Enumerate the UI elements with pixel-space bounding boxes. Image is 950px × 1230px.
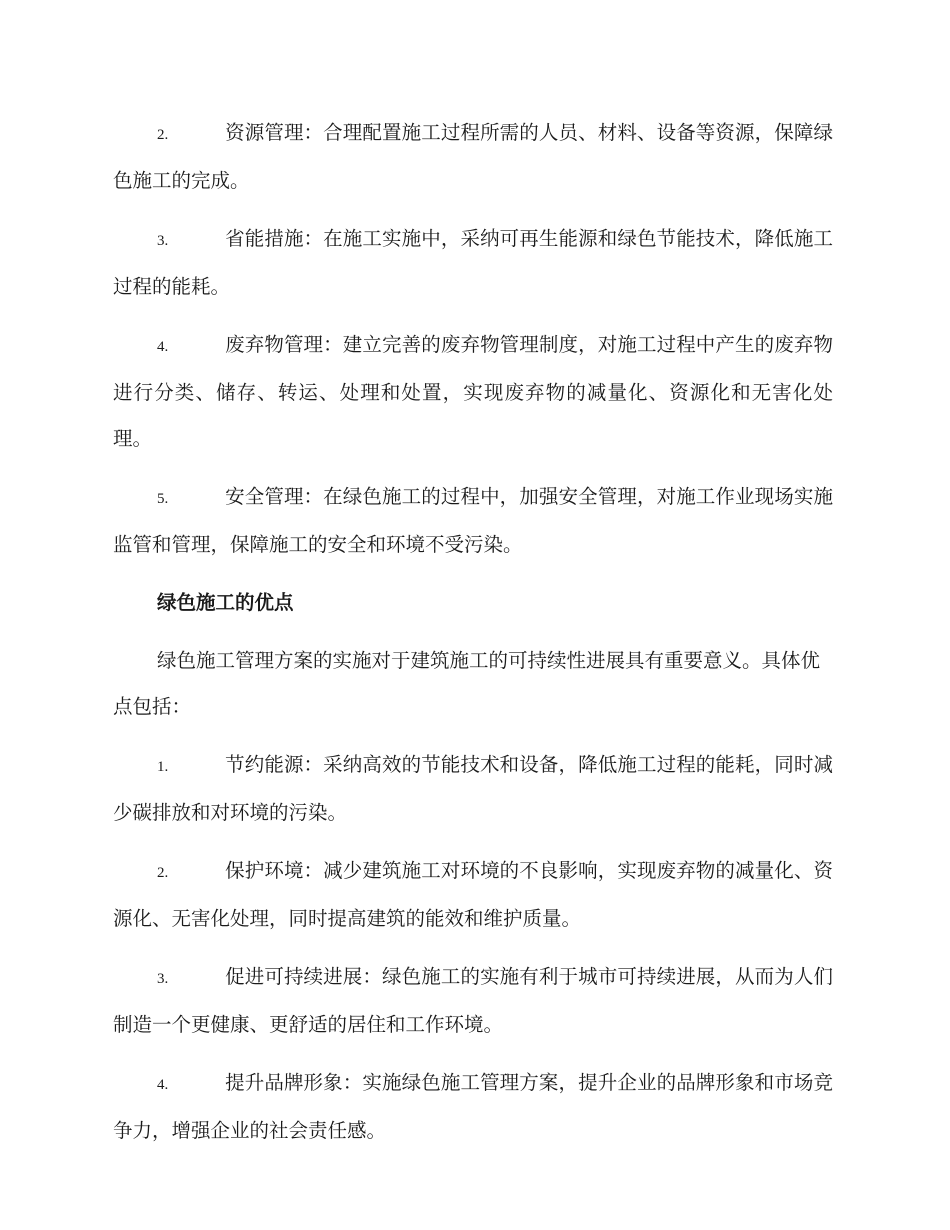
- list-item: [113, 742, 833, 836]
- list-item: [113, 1060, 833, 1154]
- list-item: [113, 322, 833, 462]
- list-number: 3.: [157, 233, 169, 249]
- list-text: 省能措施：在施工实施中，采纳可再生能源和绿色节能技术，降低施工过程的能耗。: [113, 227, 833, 298]
- list-item: [113, 110, 833, 204]
- list-text: 促进可持续进展：绿色施工的实施有利于城市可持续进展，从而为人们制造一个更健康、更舒适的居住和工作环境。: [113, 965, 833, 1036]
- list-number: 4.: [157, 339, 169, 355]
- list-number: 3.: [157, 971, 169, 987]
- list-text: 废弃物管理：建立完善的废弃物管理制度，对施工过程中产生的废弃物进行分类、储存、转运、处理和处置，实现废弃物的减量化、资源化和无害化处理。: [113, 333, 833, 450]
- intro-paragraph: 绿色施工管理方案的实施对于建筑施工的可持续性进展具有重要意义。具体优点包括：: [113, 649, 821, 718]
- list-number: 1.: [157, 759, 169, 775]
- list-item: [113, 474, 833, 568]
- list-text: 保护环境：减少建筑施工对环境的不良影响，实现废弃物的减量化、资源化、无害化处理，同时提高建筑的能效和维护质量。: [113, 859, 833, 930]
- list-number: 5.: [157, 491, 169, 507]
- document-page: [113, 110, 833, 1166]
- list-item: [113, 216, 833, 310]
- list-text: 资源管理：合理配置施工过程所需的人员、材料、设备等资源，保障绿色施工的完成。: [113, 121, 833, 192]
- list-item: [113, 848, 833, 942]
- list-text: 节约能源：采纳高效的节能技术和设备，降低施工过程的能耗，同时减少碳排放和对环境的污染。: [113, 753, 833, 824]
- list-number: 2.: [157, 127, 169, 143]
- list-number: 2.: [157, 865, 169, 881]
- list-text: 提升品牌形象：实施绿色施工管理方案，提升企业的品牌形象和市场竞争力，增强企业的社会责任感。: [113, 1071, 833, 1142]
- section-heading: 绿色施工的优点: [157, 591, 294, 614]
- list-number: 4.: [157, 1077, 169, 1093]
- list-item: [113, 954, 833, 1048]
- list-text: 安全管理：在绿色施工的过程中，加强安全管理，对施工作业现场实施监管和管理，保障施工的安全和环境不受污染。: [113, 485, 833, 556]
